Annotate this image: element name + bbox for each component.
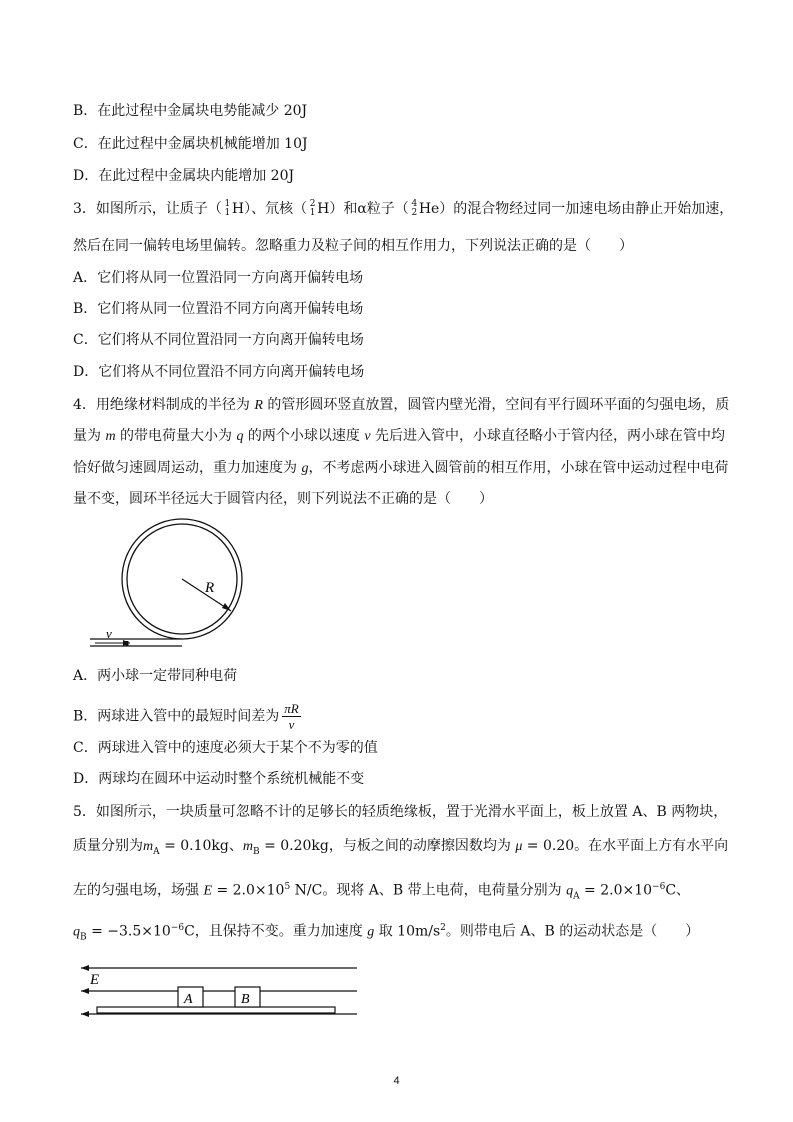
field-label: E — [90, 972, 100, 988]
field-arrow-top — [81, 965, 89, 971]
q4-stem-line4: 量不变，圆环半径远大于圆管内径，则下列说法不正确的是（ ） — [73, 491, 493, 507]
q5-stem-line2: 质量分别为$m_A = 0.10kg$、$m_B = 0.20kg$，与板之间的动摩擦因数均为 μ = 0.20。在水平面上方有水平向 — [73, 838, 729, 857]
fraction-pi-r-over-v: $\frac{\pi R}{v}$ — [284, 701, 299, 732]
insulating-board — [97, 1007, 335, 1013]
q4-option-b: B．两球进入管中的最短时间差为 $\frac{\pi R}{v}$ — [73, 701, 299, 732]
q5-stem-line1: 5．如图所示，一块质量可忽略不计的足够长的轻质绝缘板，置于光滑水平面上，板上放置 A、B 两物块， — [73, 804, 728, 820]
page-number: 4 — [393, 1075, 400, 1087]
isotope-proton: 1 1 — [224, 199, 231, 218]
q4-stem-line3: 恰好做匀速圆周运动，重力加速度为 g，不考虑两小球进入圆管前的相互作用，小球在管中运动过程中电荷 — [73, 460, 729, 476]
q2-option-d: D．在此过程中金属块内能增加 20J — [73, 168, 295, 184]
q2-option-b: B．在此过程中金属块电势能减少 20J — [73, 103, 308, 119]
radius-label: R — [205, 580, 215, 596]
block-a-label: A — [184, 992, 193, 1007]
q4-stem-line1: 4．用绝缘材料制成的半径为 R 的管形圆环竖直放置，圆管内壁光滑，空间有平行圆环平面的匀强电场，质 — [73, 397, 730, 413]
q5-stem-line3: 左的匀强电场，场强 $E = 2.0\times 10^5$ N/C。现将 A、B 带上电荷，电荷量分别为 $q_A = 2.0\times 10^{-6}C$、 — [73, 882, 691, 902]
field-arrow-bottom — [81, 1011, 89, 1017]
q2-option-c: C．在此过程中金属块机械能增加 10J — [73, 136, 308, 152]
q4-option-a: A．两小球一定带同种电荷 — [73, 668, 238, 684]
field-board-figure — [75, 958, 365, 1023]
q3-stem-line2: 然后在同一偏转电场里偏转。忽略重力及粒子间的相互作用力，下列说法正确的是（ ） — [73, 238, 633, 254]
q3-option-d: D．它们将从不同位置沿不同方向离开偏转电场 — [73, 364, 365, 380]
q5-stem-line4: $q_B = -3.5\times 10^{-6}C$，且保持不变。重力加速度 g 取 $10m/s^2$。则带电后 A、B 的运动状态是（ ） — [73, 923, 700, 943]
velocity-label: v — [106, 626, 112, 641]
q4-option-c: C．两球进入管中的速度必须大于某个不为零的值 — [73, 740, 378, 756]
block-b-label: B — [241, 992, 250, 1007]
q3-option-b: B．它们将从同一位置沿不同方向离开偏转电场 — [73, 301, 364, 317]
q3-option-a: A．它们将从同一位置沿同一方向离开偏转电场 — [73, 270, 364, 286]
q3-stem-line1: 3．如图所示，让质子（ 1 1 H）、氘核（ 2 1 H）和α粒子（ 4 2 He）的混合物经过同一加速电场由静止开始加速， — [73, 199, 734, 218]
isotope-alpha: 4 2 — [411, 199, 418, 218]
ring-tube-figure — [90, 515, 280, 655]
isotope-deuteron: 2 1 — [309, 199, 316, 218]
q4-option-d: D．两球均在圆环中运动时整个系统机械能不变 — [73, 771, 365, 787]
q3-option-c: C．它们将从不同位置沿同一方向离开偏转电场 — [73, 332, 364, 348]
q4-stem-line2: 量为 m 的带电荷量大小为 q 的两个小球以速度 v 先后进入管中，小球直径略小于管内径，两小球在管中均 — [73, 428, 726, 444]
field-arrow-middle — [81, 988, 89, 994]
